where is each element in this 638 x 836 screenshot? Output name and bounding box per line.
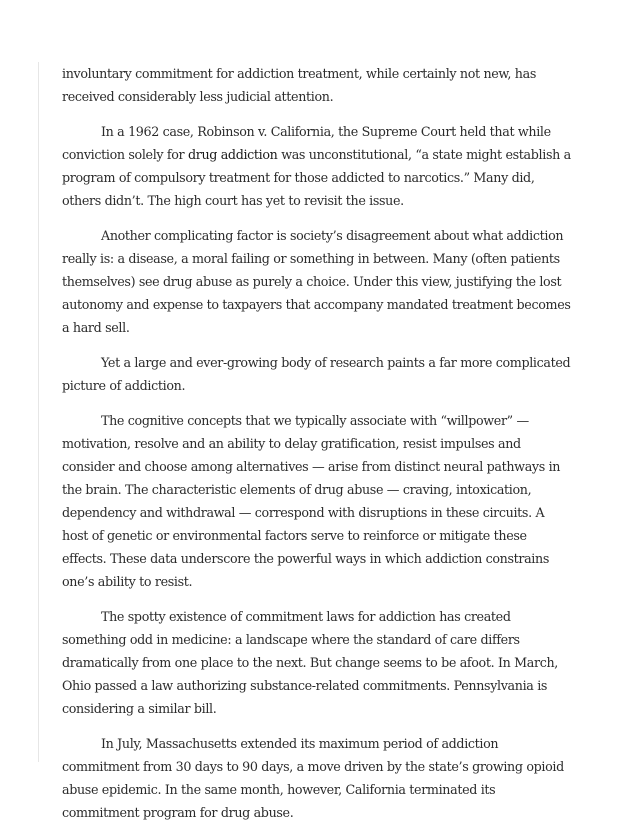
- article-body: [62, 62, 572, 836]
- paragraph-research: Yet a large and ever-growing body of research paints a far more complicated picture of addiction.: [62, 355, 571, 393]
- margin-rule: [38, 62, 39, 762]
- paragraph-willpower: The cognitive concepts that we typically associate with “willpower” — motivation, resolve and an ability to delay gratification, resist impulses and consider and choose among alternatives — arise from distinct neural pathways in the brain. The characteristic elements of drug abuse — craving, intoxication, dependency and withdrawal — correspond with disruptions in these circuits. A host of genetic or environmental factors serve to reinforce or mitigate these effects. These data underscore the powerful ways in which addiction constrains one’s ability to resist.: [62, 413, 561, 589]
- paragraph-text: In a 1962 case, Robinson v. California, the Supreme Court held that while conviction solely for: [62, 124, 551, 162]
- paragraph-commitment-laws: The spotty existence of commitment laws for addiction has created something odd in medicine: a landscape where the standard of care differs dramatically from one place to the next. But change seems to be afoot. In March, Ohio passed a law authorizing substance-related commitments. Pennsylvania is considering a similar bill.: [62, 609, 558, 716]
- drug-addiction-link[interactable]: drug addiction: [187, 147, 278, 162]
- paragraph-continued: involuntary commitment for addiction treatment, while certainly not new, has received considerably less judicial attention.: [62, 66, 536, 104]
- paragraph-disagreement: Another complicating factor is society’s disagreement about what addiction really is: a disease, a moral failing or something in between. Many (often patients themselves) see drug abuse as purely a choice. Under this view, justifying the lost autonomy and expense to taxpayers that accompany mandated treatment becomes a hard sell.: [62, 228, 571, 335]
- paragraph-text: was unconstitutional, “a state might establish a program of compulsory treatment for those addicted to narcotics.” Many did, others didn’t. The high court has yet to revisit the issue.: [62, 147, 571, 208]
- paragraph-robinson: [62, 120, 572, 212]
- paragraph-massachusetts: In July, Massachusetts extended its maximum period of addiction commitment from 30 days to 90 days, a move driven by the state’s growing opioid abuse epidemic. In the same month, however, California terminated its commitment program for drug abuse.: [62, 736, 564, 820]
